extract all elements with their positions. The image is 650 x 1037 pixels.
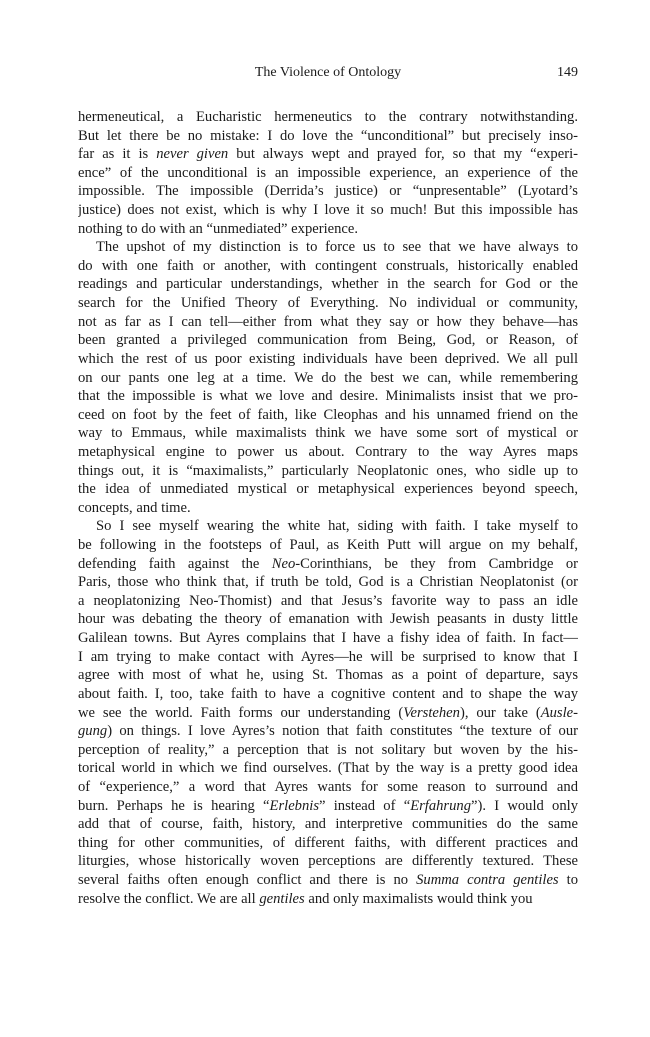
text-run: I am trying to make contact with Ayres—he will be surprised to know that I: [78, 648, 578, 665]
italic-text: Erlebnis: [269, 797, 320, 814]
text-line: [78, 815, 578, 834]
text-line: [78, 387, 578, 406]
text-line: [78, 871, 578, 890]
text-line: [78, 127, 578, 146]
text-run: the idea of unmediated mystical or metaphysical experiences beyond speech,: [78, 481, 578, 498]
text-run: concepts, and time.: [78, 499, 191, 516]
text-run: several faiths often enough conflict and there is no: [78, 871, 417, 888]
text-run: add that of course, faith, history, and interpretive communities do the same: [78, 816, 578, 833]
text-run: ”). I would only: [471, 797, 578, 814]
text-run: Paris, those who think that, if truth be told, God is a Christian Neoplatonist (or: [78, 574, 578, 591]
text-run: ceed on foot by the feet of faith, like Cleophas and his unnamed friend on the: [78, 406, 578, 423]
text-line: [78, 741, 578, 760]
text-run: but always wept and prayed for, so that my “experi-: [228, 146, 578, 163]
paragraph: [78, 238, 578, 517]
text-line: [78, 759, 578, 778]
text-run: justice) does not exist, which is why I love it so much! But this impossible has: [78, 202, 578, 219]
text-line: [78, 852, 578, 871]
text-run: So I see myself wearing the white hat, siding with faith. I take myself to: [96, 518, 578, 535]
text-run: we see the world. Faith forms our understanding (: [78, 704, 404, 721]
text-line: [78, 462, 578, 481]
text-line: [78, 890, 578, 909]
text-line: [78, 275, 578, 294]
body-text: [78, 108, 578, 908]
text-line: [78, 313, 578, 332]
text-run: far as it is: [78, 146, 157, 163]
text-run: liturgies, whose historically woven perceptions are differently textured. These: [78, 853, 578, 870]
text-run: agree with most of what he, using St. Thomas as a point of departure, says: [78, 667, 578, 684]
italic-text: Verstehen: [403, 704, 460, 721]
text-run: not as far as I can tell—either from what they say or how they behave—has: [78, 313, 578, 330]
text-line: [78, 778, 578, 797]
italic-text: Erfahrung: [410, 797, 471, 814]
paragraph: [78, 108, 578, 238]
text-run: been granted a privileged communication from Being, God, or Reason, of: [78, 332, 578, 349]
italic-text: Summa contra gentiles: [416, 871, 559, 888]
text-line: [78, 257, 578, 276]
text-run: perception of reality,” a perception that is not solitary but woven by the his-: [78, 741, 578, 758]
text-run: do with one faith or another, with contingent construals, historically enabled: [78, 257, 578, 274]
text-line: [78, 555, 578, 574]
text-run: -Corinthians, be they from Cambridge or: [295, 555, 578, 572]
text-line: [78, 797, 578, 816]
page-number: 149: [557, 65, 578, 80]
running-title: The Violence of Ontology: [254, 65, 402, 80]
text-line: [78, 294, 578, 313]
text-line: [78, 573, 578, 592]
italic-text: never given: [156, 146, 229, 163]
text-run: things out, it is “maximalists,” particularly Neoplatonic ones, who sidle up to: [78, 462, 578, 479]
text-line: [78, 517, 578, 536]
text-run: defending faith against the: [78, 555, 272, 572]
text-run: about faith. I, too, take faith to have a cognitive content and to shape the way: [78, 685, 578, 702]
text-line: [78, 182, 578, 201]
text-run: search for the Unified Theory of Everything. No individual or community,: [78, 295, 578, 312]
text-line: [78, 834, 578, 853]
text-run: Galilean towns. But Ayres complains that I have a fishy idea of faith. In fact—: [78, 630, 578, 647]
text-line: [78, 108, 578, 127]
text-run: burn. Perhaps he is hearing “: [78, 797, 270, 814]
text-line: [78, 685, 578, 704]
italic-text: gentiles: [259, 890, 305, 907]
text-run: impossible. The impossible (Derrida’s justice) or “unpresentable” (Lyotard’s: [78, 183, 578, 200]
text-line: [78, 666, 578, 685]
text-run: a neoplatonizing Neo-Thomist) and that Jesus’s favorite way to pass an idle: [78, 592, 578, 609]
text-run: ) on things. I love Ayres’s notion that faith constitutes “the texture of our: [107, 723, 578, 740]
text-run: torical world in which we find ourselves. (That by the way is a pretty good idea: [78, 760, 578, 777]
text-run: of “experience,” a word that Ayres wants for some reason to surround and: [78, 778, 578, 795]
text-line: [78, 648, 578, 667]
text-run: thing for other communities, of different faiths, with different practices and: [78, 834, 578, 851]
text-run: ” instead of “: [319, 797, 411, 814]
text-line: [78, 629, 578, 648]
text-run: hermeneutical, a Eucharistic hermeneutics to the contrary notwithstanding.: [78, 109, 578, 125]
text-run: readings and particular understandings, whether in the search for God or the: [78, 276, 578, 293]
text-line: [78, 164, 578, 183]
text-run: resolve the conflict. We are all: [78, 890, 260, 907]
text-line: [78, 424, 578, 443]
text-line: [78, 350, 578, 369]
text-run: ), our take (: [459, 704, 541, 721]
text-run: and only maximalists would think you: [304, 890, 533, 907]
italic-text: Neo: [271, 555, 296, 572]
text-line: [78, 369, 578, 388]
text-run: be following in the footsteps of Paul, as Keith Putt will argue on my behalf,: [78, 537, 578, 554]
text-line: [78, 220, 578, 239]
text-line: [78, 331, 578, 350]
text-line: [78, 704, 578, 723]
text-run: hour was debating the theory of emanation with Jewish peasants in dusty little: [78, 611, 578, 628]
text-run: nothing to do with an “unmediated” experience.: [78, 220, 359, 237]
text-run: But let there be no mistake: I do love the “unconditional” but precisely inso-: [78, 127, 578, 144]
italic-text: Ausle-: [540, 704, 578, 721]
running-head: [78, 64, 578, 82]
text-line: [78, 238, 578, 257]
text-line: [78, 480, 578, 499]
text-line: [78, 536, 578, 555]
text-run: on our pants one leg at a time. We do the best we can, while remembering: [78, 369, 578, 386]
text-run: metaphysical engine to power us about. Contrary to the way Ayres maps: [78, 443, 578, 460]
text-line: [78, 722, 578, 741]
text-line: [78, 499, 578, 518]
text-line: [78, 145, 578, 164]
text-run: which the rest of us poor existing individuals have been deprived. We all pull: [78, 350, 578, 367]
text-line: [78, 610, 578, 629]
text-run: The upshot of my distinction is to force us to see that we have always to: [96, 239, 578, 256]
text-run: that the impossible is what we love and desire. Minimalists insist that we pro-: [78, 388, 578, 405]
paragraph: [78, 517, 578, 908]
text-line: [78, 443, 578, 462]
text-line: [78, 592, 578, 611]
text-line: [78, 201, 578, 220]
text-line: [78, 406, 578, 425]
text-run: way to Emmaus, while maximalists think we have some sort of mystical or: [78, 425, 578, 442]
text-run: to: [558, 871, 578, 888]
text-run: ence” of the unconditional is an impossible experience, an experience of the: [78, 164, 578, 181]
italic-text: gung: [78, 723, 108, 740]
